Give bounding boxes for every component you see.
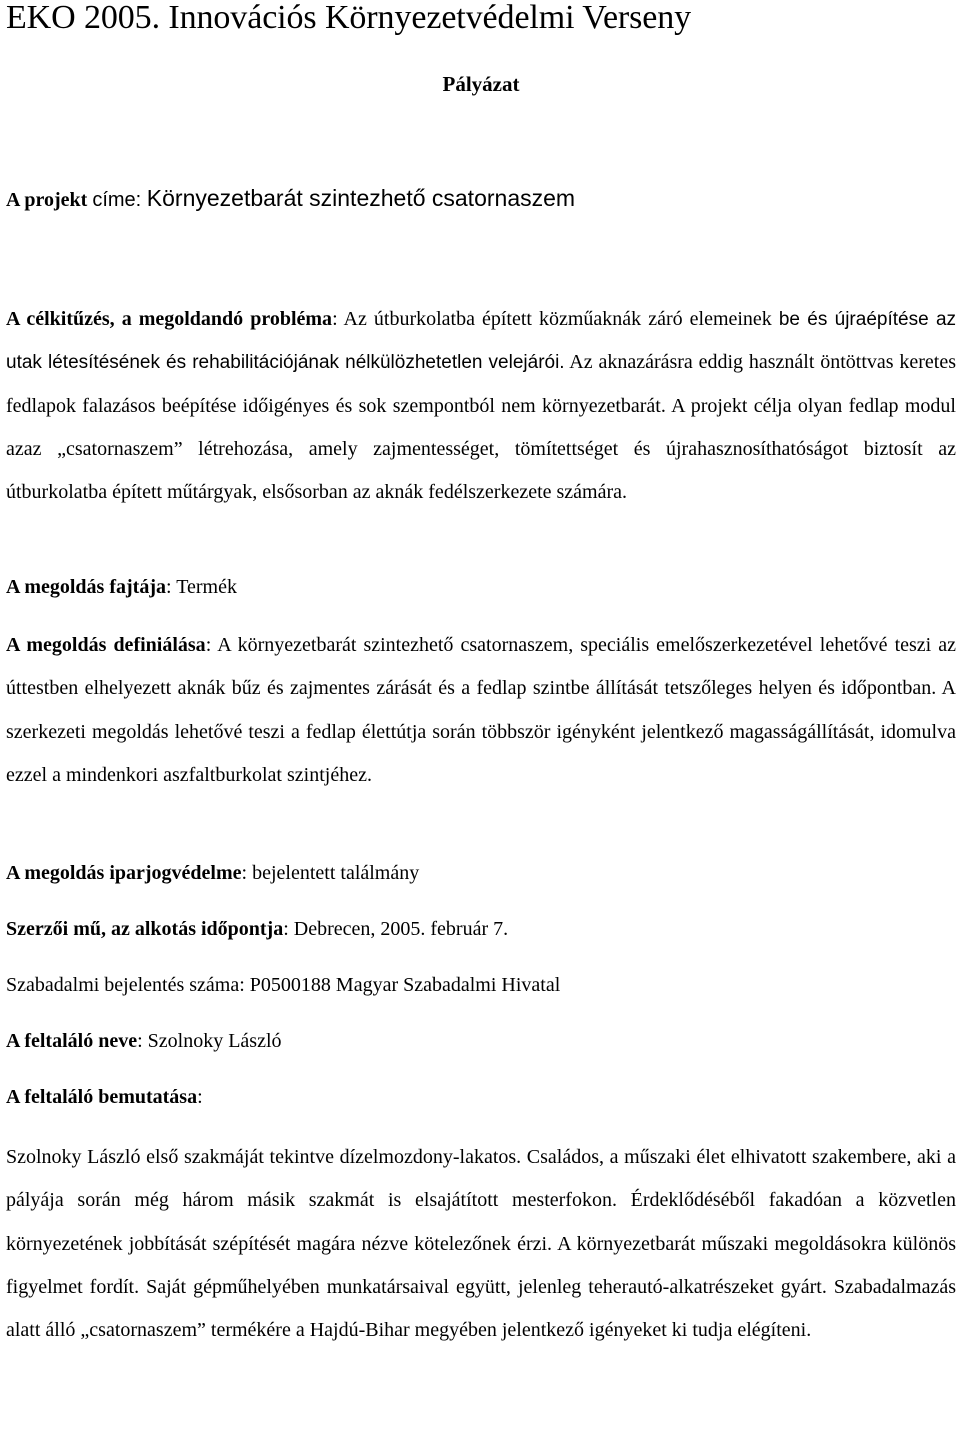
goal-paragraph	[6, 298, 956, 514]
type-line	[6, 576, 237, 599]
goal-text-1: Az útburkolatba épített közműaknák záró elemeinek	[343, 308, 772, 330]
intro-line	[6, 1086, 203, 1109]
type-label: A megoldás fajtája	[6, 576, 166, 598]
inventor-line	[6, 1030, 282, 1053]
ip-sep: :	[241, 862, 253, 884]
goal-text-2: be és újraépítése az utak létesítésének és rehabilitációjának nélkülözhetetlen velejárói.	[6, 309, 957, 374]
goal-label: A célkitűzés, a megoldandó probléma	[6, 308, 333, 330]
ip-line	[6, 862, 419, 885]
intro-sep: :	[197, 1086, 203, 1108]
project-name: Környezetbarát szintezhető csatornaszem	[146, 185, 576, 211]
definition-paragraph	[6, 624, 956, 797]
type-value: Termék	[176, 576, 237, 598]
goal-sep: :	[332, 308, 344, 330]
inventor-label: A feltaláló neve	[6, 1030, 138, 1052]
definition-label: A megoldás definiálása	[6, 634, 206, 656]
inventor-sep: :	[137, 1030, 148, 1052]
project-label-colon: :	[135, 189, 147, 211]
project-label-cime: címe	[92, 189, 136, 211]
goal-text-3: Az aknazárásra eddig használt öntöttvas keretes fedlapok falazásos beépítése időigényes és sok szempontból nem környezetbarát. A projekt célja olyan fedlap modul azaz „csatornaszem” létrehozása, amely zajmentességet, tömítettséget és újrahasznosíthatóságot biztosít az útburkolatba épített műtárgyak, elsősorban az aknák fedélszerkezete számára.	[6, 351, 956, 504]
project-label: A projekt	[6, 189, 93, 211]
bio-paragraph: Szolnoky László első szakmáját tekintve dízelmozdony-lakatos. Családos, a műszaki élet elhivatott szakembere, aki a pályája során még három másik szakmát is elsajátított mesterfokon. Érdeklődéséből fakadóan a közvetlen környezetének jobbítását szépítését magára nézve kötelezőnek érzi. A környezetbarát műszaki megoldásokra különös figyelmet fordít. Saját gépműhelyében munkatársaival együtt, jelenleg teherautó-alkatrészeket gyárt. Szabadalmazás alatt álló „csatornaszem” termékére a Hajdú-Bihar megyében jelentkező igényeket ki tudja elégíteni.	[6, 1146, 956, 1342]
patent-line: Szabadalmi bejelentés száma: P0500188 Magyar Szabadalmi Hivatal	[6, 974, 561, 996]
authorship-line	[6, 918, 508, 941]
type-sep: :	[165, 576, 177, 598]
ip-label: A megoldás iparjogvédelme	[6, 862, 242, 884]
authorship-label: Szerzői mű, az alkotás időpontja	[6, 918, 284, 940]
intro-label: A feltaláló bemutatása	[6, 1086, 198, 1108]
authorship-value: Debrecen, 2005. február 7.	[293, 918, 509, 940]
project-title-line	[6, 185, 575, 212]
definition-sep: :	[205, 634, 218, 656]
document-title: EKO 2005. Innovációs Környezetvédelmi Verseny	[6, 0, 692, 36]
definition-text: A környezetbarát szintezhető csatornaszem, speciális emelőszerkezetével lehetővé teszi az úttestben elhelyezett aknák bűz és zajmentes zárását és a fedlap szintbe állítását tetszőleges helyen és időpontban. A szerkezeti megoldás lehetővé teszi a fedlap élettútja során többször igényként jelentkező magasságállítását, idomulva ezzel a mindenkori aszfaltburkolat szintjéhez.	[6, 634, 957, 786]
document-subtitle: Pályázat	[442, 72, 520, 96]
ip-value: bejelentett találmány	[252, 862, 420, 884]
authorship-sep: :	[283, 918, 294, 940]
inventor-value: Szolnoky László	[147, 1030, 282, 1052]
